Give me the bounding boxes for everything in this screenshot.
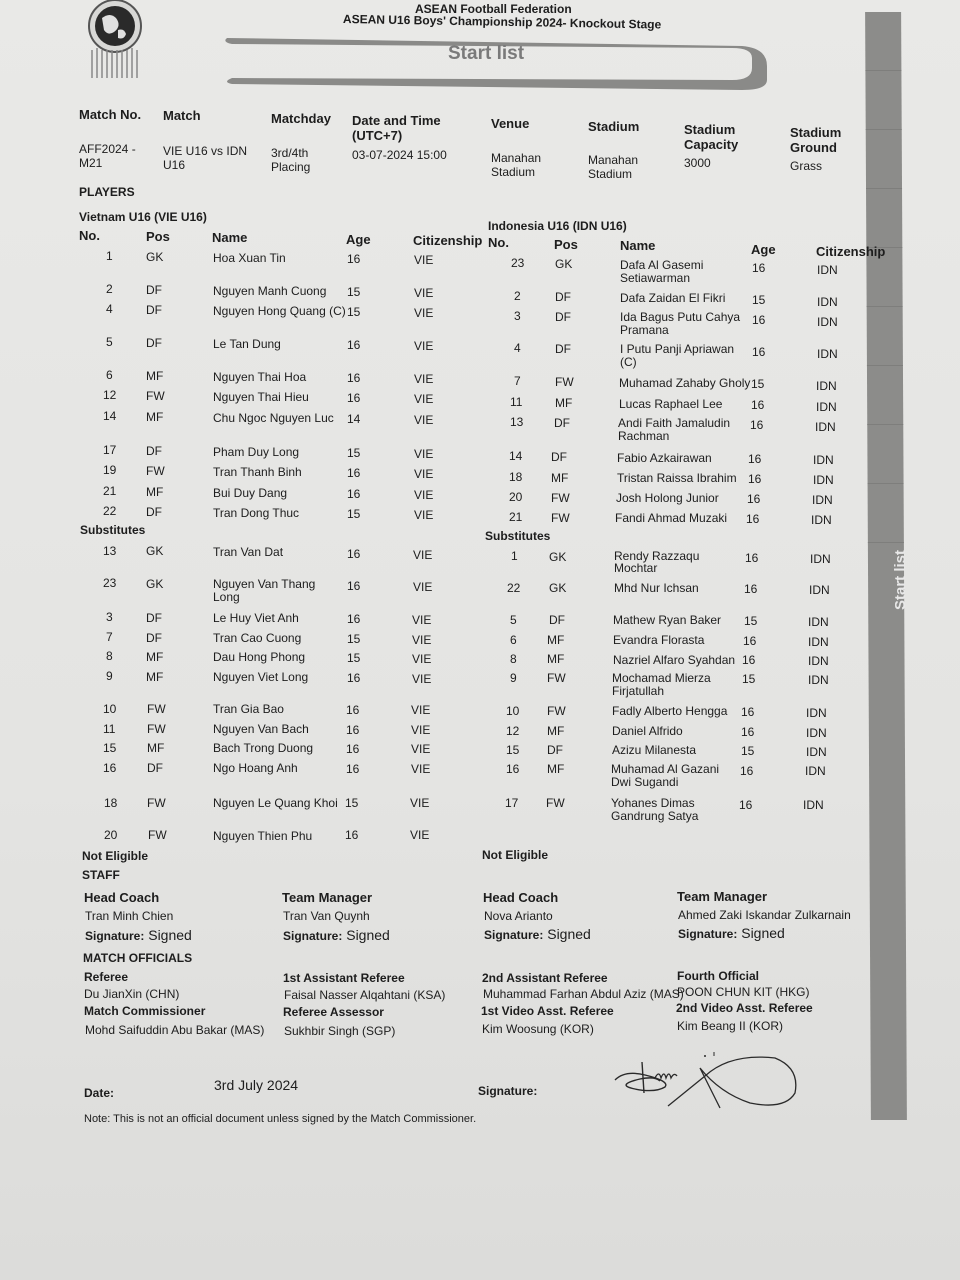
footer-note: Note: This is not an official document unless signed by the Match Commissioner. bbox=[84, 1113, 477, 1125]
player-name: Josh Holong Junior bbox=[616, 491, 719, 505]
player-name: Ida Bagus Putu Cahya Pramana bbox=[620, 310, 741, 337]
away-not-eligible-heading: Not Eligible bbox=[482, 848, 548, 862]
page-title: Start list bbox=[448, 43, 525, 64]
match-header: Match bbox=[163, 108, 201, 123]
player-pos: MF bbox=[146, 485, 164, 499]
official-role: 1st Video Asst. Referee bbox=[481, 1004, 614, 1018]
player-citizenship: IDN bbox=[817, 263, 838, 277]
player-age: 15 bbox=[742, 672, 756, 686]
player-name: Dafa Al Gasemi Setiawarman bbox=[620, 258, 704, 285]
player-age: 16 bbox=[743, 634, 757, 648]
player-citizenship: IDN bbox=[813, 473, 834, 487]
player-pos: MF bbox=[551, 471, 569, 485]
player-name: Mhd Nur Ichsan bbox=[614, 581, 699, 595]
player-name: Tran Thanh Binh bbox=[213, 465, 302, 479]
player-name: Nguyen Van Bach bbox=[213, 722, 309, 736]
player-name: Chu Ngoc Nguyen Luc bbox=[213, 411, 334, 425]
player-age: 15 bbox=[347, 446, 361, 460]
player-citizenship: IDN bbox=[805, 764, 826, 778]
player-pos: FW bbox=[146, 464, 165, 478]
player-name: Nguyen Hong Quang (C) bbox=[213, 304, 346, 318]
player-pos: FW bbox=[147, 702, 166, 716]
home-col-pos: Pos bbox=[146, 229, 170, 244]
player-name: Mathew Ryan Baker bbox=[613, 613, 722, 627]
player-pos: FW bbox=[551, 511, 570, 525]
stadium-header: Stadium bbox=[588, 119, 640, 134]
player-age: 16 bbox=[347, 547, 361, 561]
official-role: Fourth Official bbox=[677, 969, 759, 983]
ground-value: Grass bbox=[790, 159, 823, 173]
side-tab-label: Start list bbox=[892, 549, 909, 610]
player-name: Nguyen Thai Hoa bbox=[213, 370, 307, 384]
player-age: 16 bbox=[347, 579, 361, 593]
player-age: 16 bbox=[747, 492, 761, 506]
home-col-name: Name bbox=[212, 230, 248, 245]
player-no: 4 bbox=[106, 302, 113, 316]
player-no: 7 bbox=[514, 374, 521, 388]
player-age: 16 bbox=[347, 612, 361, 626]
player-pos: DF bbox=[146, 336, 162, 350]
player-no: 12 bbox=[506, 724, 520, 738]
player-no: 16 bbox=[506, 762, 520, 776]
staff-name: Tran Van Quynh bbox=[283, 909, 370, 923]
date-time-header: Date and Time (UTC+7) bbox=[352, 113, 441, 143]
player-name: Muhamad Al Gazani Dwi Sugandi bbox=[611, 762, 720, 789]
player-name: Nguyen Thai Hieu bbox=[213, 390, 309, 404]
player-citizenship: VIE bbox=[414, 392, 434, 406]
player-name: Fabio Azkairawan bbox=[617, 451, 712, 465]
player-pos: MF bbox=[146, 410, 164, 424]
player-age: 16 bbox=[752, 345, 766, 359]
away-col-age: Age bbox=[751, 242, 776, 257]
player-citizenship: VIE bbox=[410, 796, 430, 810]
player-age: 15 bbox=[347, 305, 361, 319]
player-age: 16 bbox=[745, 551, 759, 565]
player-name: Nguyen Le Quang Khoi bbox=[213, 796, 338, 810]
player-pos: GK bbox=[146, 577, 164, 591]
player-age: 16 bbox=[751, 398, 765, 412]
player-name: Azizu Milanesta bbox=[612, 743, 697, 757]
player-name: Nazriel Alfaro Syahdan bbox=[613, 653, 736, 667]
official-name: Muhammad Farhan Abdul Aziz (MAS) bbox=[483, 987, 684, 1001]
player-pos: DF bbox=[554, 416, 570, 430]
player-citizenship: IDN bbox=[806, 726, 827, 740]
player-pos: GK bbox=[146, 544, 164, 558]
staff-name: Tran Minh Chien bbox=[85, 909, 174, 923]
player-pos: MF bbox=[547, 652, 565, 666]
player-name: Mochamad Mierza Firjatullah bbox=[612, 671, 711, 698]
player-citizenship: IDN bbox=[817, 295, 838, 309]
player-no: 19 bbox=[103, 463, 117, 477]
player-citizenship: IDN bbox=[815, 420, 836, 434]
home-team-name: Vietnam U16 (VIE U16) bbox=[79, 210, 207, 224]
match-value: VIE U16 vs IDN U16 bbox=[163, 144, 248, 172]
player-pos: MF bbox=[146, 369, 164, 383]
player-citizenship: IDN bbox=[808, 615, 829, 629]
stadium-value: Manahan Stadium bbox=[588, 153, 639, 181]
player-age: 15 bbox=[347, 507, 361, 521]
away-team-name: Indonesia U16 (IDN U16) bbox=[488, 219, 627, 233]
player-age: 16 bbox=[346, 703, 360, 717]
official-role: 2nd Video Asst. Referee bbox=[676, 1001, 813, 1015]
player-no: 11 bbox=[510, 395, 523, 409]
player-pos: MF bbox=[146, 670, 164, 684]
away-col-name: Name bbox=[620, 238, 656, 253]
home-not-eligible-heading: Not Eligible bbox=[82, 849, 148, 863]
player-citizenship: VIE bbox=[411, 723, 431, 737]
player-pos: FW bbox=[547, 671, 566, 685]
player-no: 3 bbox=[106, 610, 113, 624]
player-citizenship: VIE bbox=[414, 413, 434, 427]
player-citizenship: IDN bbox=[817, 347, 838, 361]
official-role: 2nd Assistant Referee bbox=[482, 971, 608, 985]
player-name: Pham Duy Long bbox=[213, 445, 300, 459]
player-citizenship: IDN bbox=[811, 513, 832, 527]
player-citizenship: IDN bbox=[808, 654, 829, 668]
date-label: Date: bbox=[84, 1086, 115, 1100]
player-age: 16 bbox=[346, 723, 360, 737]
home-substitutes-heading: Substitutes bbox=[80, 523, 146, 537]
player-name: Tran Gia Bao bbox=[213, 702, 284, 716]
player-no: 11 bbox=[103, 722, 116, 736]
player-citizenship: IDN bbox=[810, 552, 831, 566]
player-name: Bach Trong Duong bbox=[213, 741, 314, 755]
player-citizenship: IDN bbox=[808, 635, 829, 649]
venue-value: Manahan Stadium bbox=[491, 151, 542, 179]
player-no: 6 bbox=[510, 633, 517, 647]
player-age: 16 bbox=[347, 391, 361, 405]
player-no: 15 bbox=[506, 743, 520, 757]
home-col-citizenship: Citizenship bbox=[413, 233, 483, 248]
staff-signature: Signature: Signed bbox=[484, 926, 591, 942]
player-name: Nguyen Viet Long bbox=[213, 670, 309, 684]
player-age: 16 bbox=[347, 671, 361, 685]
player-age: 16 bbox=[740, 764, 754, 778]
player-name: Nguyen Thien Phu bbox=[213, 829, 313, 843]
player-pos: DF bbox=[551, 450, 567, 464]
player-age: 16 bbox=[347, 371, 361, 385]
player-no: 21 bbox=[509, 510, 523, 524]
player-name: Andi Faith Jamaludin Rachman bbox=[618, 416, 731, 443]
player-no: 22 bbox=[507, 581, 521, 595]
staff-signature: Signature: Signed bbox=[283, 927, 390, 943]
player-pos: DF bbox=[555, 310, 571, 324]
player-name: I Putu Panji Apriawan (C) bbox=[620, 342, 735, 369]
away-col-citizenship: Citizenship bbox=[816, 244, 886, 259]
player-age: 15 bbox=[752, 293, 766, 307]
player-age: 16 bbox=[741, 705, 755, 719]
player-citizenship: VIE bbox=[414, 286, 434, 300]
player-no: 1 bbox=[511, 549, 518, 563]
player-citizenship: VIE bbox=[414, 447, 434, 461]
player-age: 15 bbox=[744, 614, 758, 628]
staff-role: Head Coach bbox=[483, 890, 559, 905]
player-age: 16 bbox=[752, 313, 766, 327]
player-age: 16 bbox=[744, 582, 758, 596]
official-name: POON CHUN KIT (HKG) bbox=[677, 985, 810, 999]
player-citizenship: VIE bbox=[411, 742, 431, 756]
staff-role: Team Manager bbox=[282, 890, 373, 905]
player-pos: DF bbox=[146, 505, 162, 519]
player-pos: FW bbox=[147, 796, 166, 810]
player-no: 7 bbox=[106, 630, 113, 644]
player-no: 10 bbox=[506, 704, 520, 718]
player-citizenship: VIE bbox=[413, 580, 433, 594]
player-pos: MF bbox=[547, 633, 565, 647]
player-name: Tran Cao Cuong bbox=[213, 631, 302, 645]
player-age: 16 bbox=[347, 487, 361, 501]
player-citizenship: VIE bbox=[412, 633, 432, 647]
player-age: 16 bbox=[741, 725, 755, 739]
player-pos: FW bbox=[546, 796, 565, 810]
player-no: 4 bbox=[514, 341, 521, 355]
player-pos: FW bbox=[547, 704, 566, 718]
player-name: Tran Dong Thuc bbox=[213, 506, 300, 520]
player-pos: MF bbox=[547, 762, 565, 776]
player-no: 14 bbox=[509, 449, 523, 463]
player-no: 3 bbox=[514, 309, 521, 323]
organization-name: ASEAN Football Federation bbox=[415, 2, 572, 16]
player-age: 16 bbox=[750, 418, 764, 432]
player-no: 20 bbox=[104, 828, 118, 842]
player-no: 13 bbox=[103, 544, 117, 558]
player-no: 1 bbox=[106, 249, 113, 263]
player-citizenship: IDN bbox=[816, 400, 837, 414]
player-pos: DF bbox=[147, 761, 163, 775]
player-citizenship: VIE bbox=[414, 339, 434, 353]
player-pos: GK bbox=[146, 250, 164, 264]
player-no: 9 bbox=[510, 671, 517, 685]
player-pos: MF bbox=[555, 396, 573, 410]
player-citizenship: IDN bbox=[806, 745, 827, 759]
player-pos: DF bbox=[555, 342, 571, 356]
home-col-age: Age bbox=[346, 232, 371, 247]
capacity-header: Stadium Capacity bbox=[684, 122, 739, 152]
player-age: 15 bbox=[347, 285, 361, 299]
player-name: Lucas Raphael Lee bbox=[619, 397, 723, 411]
player-citizenship: VIE bbox=[413, 548, 433, 562]
player-citizenship: VIE bbox=[411, 703, 431, 717]
player-no: 9 bbox=[106, 669, 113, 683]
player-no: 23 bbox=[511, 256, 525, 270]
player-name: Le Huy Viet Anh bbox=[213, 611, 299, 625]
player-name: Bui Duy Dang bbox=[213, 486, 288, 500]
player-name: Nguyen Van Thang Long bbox=[213, 577, 316, 604]
player-pos: GK bbox=[549, 550, 567, 564]
away-substitutes-heading: Substitutes bbox=[485, 529, 551, 543]
player-pos: DF bbox=[555, 290, 571, 304]
player-pos: DF bbox=[146, 283, 162, 297]
player-pos: FW bbox=[148, 828, 167, 842]
player-no: 21 bbox=[103, 484, 117, 498]
player-age: 15 bbox=[741, 744, 755, 758]
player-pos: MF bbox=[547, 724, 565, 738]
player-citizenship: VIE bbox=[412, 613, 432, 627]
player-citizenship: IDN bbox=[809, 583, 830, 597]
staff-heading: STAFF bbox=[82, 868, 120, 882]
player-no: 10 bbox=[103, 702, 117, 716]
player-age: 16 bbox=[746, 512, 760, 526]
player-pos: FW bbox=[551, 491, 570, 505]
player-pos: DF bbox=[549, 613, 565, 627]
player-pos: FW bbox=[146, 389, 165, 403]
player-name: Nguyen Manh Cuong bbox=[213, 284, 327, 298]
ground-header: Stadium Ground bbox=[790, 125, 842, 155]
player-age: 16 bbox=[347, 338, 361, 352]
player-no: 5 bbox=[106, 335, 113, 349]
player-age: 15 bbox=[345, 796, 359, 810]
player-citizenship: IDN bbox=[808, 673, 829, 687]
player-name: Fandi Ahmad Muzaki bbox=[615, 511, 728, 525]
official-role: Match Commissioner bbox=[84, 1004, 206, 1018]
players-heading: PLAYERS bbox=[79, 185, 135, 199]
official-name: Kim Woosung (KOR) bbox=[482, 1022, 594, 1036]
staff-role: Team Manager bbox=[677, 889, 768, 904]
player-age: 16 bbox=[742, 653, 756, 667]
player-no: 2 bbox=[106, 282, 113, 296]
match-no-value: AFF2024 - M21 bbox=[79, 142, 136, 170]
player-citizenship: IDN bbox=[817, 315, 838, 329]
player-citizenship: IDN bbox=[803, 798, 824, 812]
venue-header: Venue bbox=[491, 116, 530, 131]
player-no: 8 bbox=[510, 652, 517, 666]
player-age: 16 bbox=[748, 472, 762, 486]
player-age: 16 bbox=[347, 252, 361, 266]
player-name: Tristan Raissa Ibrahim bbox=[617, 471, 737, 485]
player-citizenship: VIE bbox=[412, 672, 432, 686]
player-no: 17 bbox=[103, 443, 117, 457]
player-age: 16 bbox=[346, 762, 360, 776]
player-pos: DF bbox=[146, 444, 162, 458]
player-name: Ngo Hoang Anh bbox=[213, 761, 298, 775]
player-citizenship: VIE bbox=[414, 467, 434, 481]
official-role: Referee Assessor bbox=[283, 1005, 384, 1019]
player-no: 23 bbox=[103, 576, 117, 590]
staff-name: Nova Arianto bbox=[484, 909, 553, 923]
staff-signature: Signature: Signed bbox=[678, 925, 785, 941]
player-name: Muhamad Zahaby Gholy bbox=[619, 376, 751, 390]
player-name: Fadly Alberto Hengga bbox=[612, 704, 728, 718]
away-col-no: No. bbox=[488, 235, 509, 250]
player-pos: GK bbox=[549, 581, 567, 595]
player-age: 16 bbox=[739, 798, 753, 812]
player-age: 15 bbox=[347, 632, 361, 646]
official-name: Faisal Nasser Alqahtani (KSA) bbox=[284, 988, 446, 1002]
player-citizenship: IDN bbox=[816, 379, 837, 393]
commissioner-signature-icon bbox=[610, 1048, 810, 1118]
player-no: 18 bbox=[509, 470, 523, 484]
player-pos: DF bbox=[547, 743, 563, 757]
player-citizenship: IDN bbox=[806, 706, 827, 720]
staff-role: Head Coach bbox=[84, 890, 160, 905]
player-pos: FW bbox=[147, 722, 166, 736]
player-name: Evandra Florasta bbox=[613, 633, 705, 647]
player-citizenship: IDN bbox=[812, 493, 833, 507]
player-age: 16 bbox=[347, 466, 361, 480]
player-citizenship: VIE bbox=[411, 762, 431, 776]
player-name: Le Tan Dung bbox=[213, 337, 281, 351]
player-name: Rendy Razzaqu Mochtar bbox=[614, 549, 700, 575]
staff-name: Ahmed Zaki Iskandar Zulkarnain bbox=[678, 908, 851, 922]
player-age: 15 bbox=[347, 651, 361, 665]
player-name: Tran Van Dat bbox=[213, 545, 284, 559]
player-no: 14 bbox=[103, 409, 117, 423]
match-officials-heading: MATCH OFFICIALS bbox=[83, 951, 193, 965]
player-no: 17 bbox=[505, 796, 519, 810]
player-pos: DF bbox=[146, 611, 162, 625]
signature-label: Signature: bbox=[478, 1084, 538, 1098]
player-age: 16 bbox=[752, 261, 766, 275]
player-age: 14 bbox=[347, 412, 361, 426]
official-name: Sukhbir Singh (SGP) bbox=[284, 1024, 396, 1038]
matchday-value: 3rd/4th Placing bbox=[271, 146, 311, 174]
staff-signature: Signature: Signed bbox=[85, 927, 192, 943]
player-citizenship: VIE bbox=[410, 828, 430, 842]
player-no: 18 bbox=[104, 796, 118, 810]
player-name: Dafa Zaidan El Fikri bbox=[620, 291, 726, 305]
player-age: 16 bbox=[748, 452, 762, 466]
official-role: 1st Assistant Referee bbox=[283, 971, 405, 985]
player-age: 16 bbox=[346, 742, 360, 756]
player-pos: MF bbox=[147, 741, 165, 755]
official-role: Referee bbox=[84, 970, 129, 984]
official-name: Du JianXin (CHN) bbox=[84, 987, 180, 1001]
home-col-no: No. bbox=[79, 228, 100, 243]
player-citizenship: VIE bbox=[414, 306, 434, 320]
player-no: 12 bbox=[103, 388, 117, 402]
competition-name: ASEAN U16 Boys' Championship 2024- Knockout Stage bbox=[342, 12, 662, 32]
player-no: 8 bbox=[106, 649, 113, 663]
player-citizenship: VIE bbox=[414, 508, 434, 522]
date-value: 3rd July 2024 bbox=[214, 1077, 299, 1093]
player-pos: DF bbox=[146, 303, 162, 317]
player-citizenship: IDN bbox=[813, 453, 834, 467]
player-no: 5 bbox=[510, 613, 517, 627]
player-citizenship: VIE bbox=[414, 488, 434, 502]
player-no: 20 bbox=[509, 490, 523, 504]
player-citizenship: VIE bbox=[414, 372, 434, 386]
date-time-value: 03-07-2024 15:00 bbox=[352, 148, 447, 162]
aff-logo-icon bbox=[80, 0, 150, 80]
player-no: 22 bbox=[103, 504, 117, 518]
player-name: Hoa Xuan Tin bbox=[213, 251, 286, 265]
player-no: 2 bbox=[514, 289, 521, 303]
player-name: Daniel Alfrido bbox=[612, 724, 683, 738]
capacity-value: 3000 bbox=[684, 156, 711, 170]
player-name: Yohanes Dimas Gandrung Satya bbox=[611, 796, 699, 823]
player-citizenship: VIE bbox=[412, 652, 432, 666]
player-no: 13 bbox=[510, 415, 524, 429]
player-no: 6 bbox=[106, 368, 113, 382]
matchday-header: Matchday bbox=[271, 111, 331, 126]
away-col-pos: Pos bbox=[554, 237, 578, 252]
player-no: 15 bbox=[103, 741, 117, 755]
player-age: 16 bbox=[345, 828, 359, 842]
match-no-header: Match No. bbox=[79, 107, 142, 122]
player-name: Dau Hong Phong bbox=[213, 650, 306, 664]
official-name: Kim Beang II (KOR) bbox=[677, 1019, 784, 1033]
official-name: Mohd Saifuddin Abu Bakar (MAS) bbox=[85, 1023, 265, 1037]
player-pos: FW bbox=[555, 375, 574, 389]
player-citizenship: VIE bbox=[414, 253, 434, 267]
player-pos: GK bbox=[555, 257, 573, 271]
player-age: 15 bbox=[751, 377, 765, 391]
player-pos: MF bbox=[146, 650, 164, 664]
player-pos: DF bbox=[146, 631, 162, 645]
player-no: 16 bbox=[103, 761, 117, 775]
